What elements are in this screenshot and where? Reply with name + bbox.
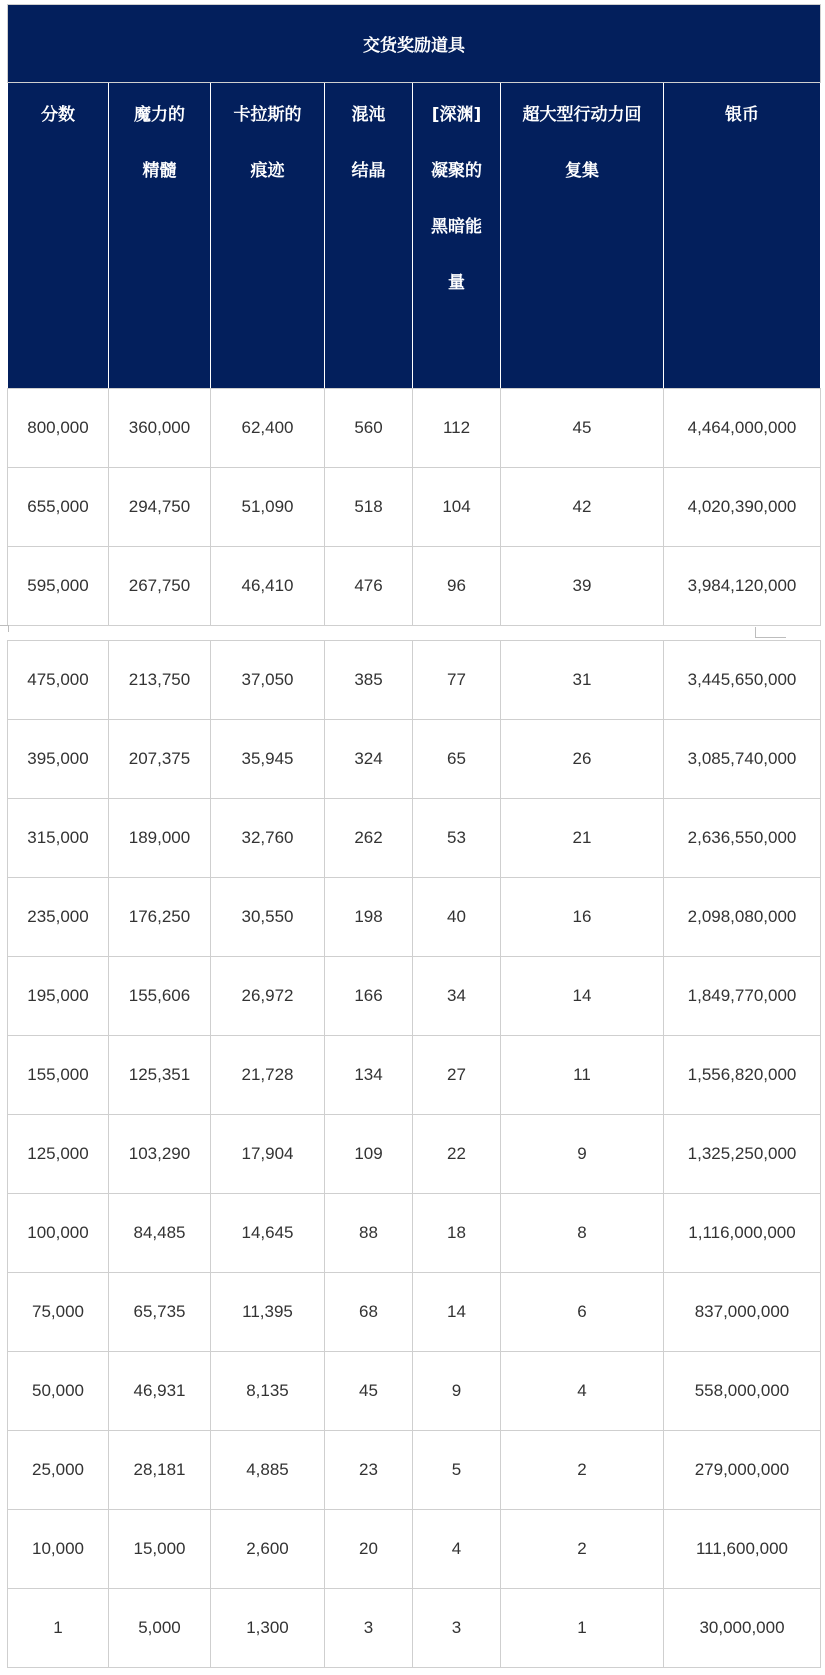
cell-abyss-dark-energy: 9 — [413, 1352, 501, 1431]
cell-kalas-trace: 2,600 — [211, 1510, 325, 1589]
table-row — [8, 1352, 821, 1431]
table-row — [8, 389, 821, 468]
cell-kalas-trace: 30,550 — [211, 878, 325, 957]
cell-abyss-dark-energy: 53 — [413, 799, 501, 878]
cell-abyss-dark-energy: 65 — [413, 720, 501, 799]
cell-score: 315,000 — [8, 799, 109, 878]
table-title: 交货奖励道具 — [8, 5, 821, 83]
cell-chaos-crystal: 476 — [325, 547, 413, 626]
cell-kalas-trace: 62,400 — [211, 389, 325, 468]
table-row — [8, 1115, 821, 1194]
cell-chaos-crystal: 23 — [325, 1431, 413, 1510]
cell-silver-coin: 558,000,000 — [664, 1352, 821, 1431]
cell-kalas-trace: 4,885 — [211, 1431, 325, 1510]
cell-kalas-trace: 1,300 — [211, 1589, 325, 1668]
cell-action-recovery-pack: 6 — [501, 1273, 664, 1352]
header-score: 分数 — [8, 83, 109, 389]
page-break-mark-left — [0, 625, 9, 632]
cell-silver-coin: 837,000,000 — [664, 1273, 821, 1352]
cell-chaos-crystal: 134 — [325, 1036, 413, 1115]
cell-action-recovery-pack: 31 — [501, 641, 664, 720]
cell-silver-coin: 2,098,080,000 — [664, 878, 821, 957]
cell-kalas-trace: 46,410 — [211, 547, 325, 626]
cell-score: 475,000 — [8, 641, 109, 720]
cell-chaos-crystal: 198 — [325, 878, 413, 957]
table-row — [8, 1194, 821, 1273]
cell-silver-coin: 111,600,000 — [664, 1510, 821, 1589]
cell-silver-coin: 1,849,770,000 — [664, 957, 821, 1036]
cell-chaos-crystal: 324 — [325, 720, 413, 799]
cell-score: 195,000 — [8, 957, 109, 1036]
header-silver-coin: 银币 — [664, 83, 821, 389]
table-row — [8, 957, 821, 1036]
reward-table-top — [7, 4, 821, 626]
cell-mana-essence: 360,000 — [109, 389, 211, 468]
header-mana-essence: 魔力的精髓 — [109, 83, 211, 389]
cell-abyss-dark-energy: 96 — [413, 547, 501, 626]
cell-chaos-crystal: 3 — [325, 1589, 413, 1668]
cell-score: 125,000 — [8, 1115, 109, 1194]
header-row — [8, 83, 821, 389]
cell-abyss-dark-energy: 14 — [413, 1273, 501, 1352]
table-row — [8, 641, 821, 720]
table-row — [8, 799, 821, 878]
table-row — [8, 1589, 821, 1668]
cell-action-recovery-pack: 9 — [501, 1115, 664, 1194]
cell-score: 100,000 — [8, 1194, 109, 1273]
cell-silver-coin: 4,020,390,000 — [664, 468, 821, 547]
cell-score: 395,000 — [8, 720, 109, 799]
cell-silver-coin: 1,556,820,000 — [664, 1036, 821, 1115]
cell-mana-essence: 207,375 — [109, 720, 211, 799]
cell-mana-essence: 28,181 — [109, 1431, 211, 1510]
cell-mana-essence: 213,750 — [109, 641, 211, 720]
table-row — [8, 547, 821, 626]
cell-abyss-dark-energy: 40 — [413, 878, 501, 957]
cell-silver-coin: 4,464,000,000 — [664, 389, 821, 468]
cell-mana-essence: 267,750 — [109, 547, 211, 626]
cell-score: 1 — [8, 1589, 109, 1668]
cell-chaos-crystal: 385 — [325, 641, 413, 720]
cell-chaos-crystal: 88 — [325, 1194, 413, 1273]
header-abyss-dark-energy: [深渊]凝聚的黑暗能量 — [413, 83, 501, 389]
cell-abyss-dark-energy: 4 — [413, 1510, 501, 1589]
table-row — [8, 720, 821, 799]
cell-chaos-crystal: 518 — [325, 468, 413, 547]
cell-silver-coin: 3,085,740,000 — [664, 720, 821, 799]
cell-score: 25,000 — [8, 1431, 109, 1510]
cell-score: 75,000 — [8, 1273, 109, 1352]
cell-score: 235,000 — [8, 878, 109, 957]
cell-silver-coin: 30,000,000 — [664, 1589, 821, 1668]
cell-chaos-crystal: 109 — [325, 1115, 413, 1194]
header-action-recovery-pack: 超大型行动力回复集 — [501, 83, 664, 389]
cell-silver-coin: 2,636,550,000 — [664, 799, 821, 878]
table-row — [8, 878, 821, 957]
cell-kalas-trace: 17,904 — [211, 1115, 325, 1194]
cell-abyss-dark-energy: 27 — [413, 1036, 501, 1115]
cell-abyss-dark-energy: 5 — [413, 1431, 501, 1510]
cell-chaos-crystal: 68 — [325, 1273, 413, 1352]
cell-abyss-dark-energy: 22 — [413, 1115, 501, 1194]
cell-mana-essence: 65,735 — [109, 1273, 211, 1352]
cell-chaos-crystal: 45 — [325, 1352, 413, 1431]
cell-kalas-trace: 14,645 — [211, 1194, 325, 1273]
cell-mana-essence: 103,290 — [109, 1115, 211, 1194]
page-break-mark-right — [755, 627, 786, 638]
cell-action-recovery-pack: 8 — [501, 1194, 664, 1273]
table-row — [8, 1273, 821, 1352]
cell-kalas-trace: 26,972 — [211, 957, 325, 1036]
cell-mana-essence: 46,931 — [109, 1352, 211, 1431]
cell-kalas-trace: 51,090 — [211, 468, 325, 547]
cell-action-recovery-pack: 2 — [501, 1510, 664, 1589]
cell-abyss-dark-energy: 104 — [413, 468, 501, 547]
cell-chaos-crystal: 20 — [325, 1510, 413, 1589]
cell-action-recovery-pack: 45 — [501, 389, 664, 468]
cell-action-recovery-pack: 42 — [501, 468, 664, 547]
cell-mana-essence: 84,485 — [109, 1194, 211, 1273]
cell-mana-essence: 176,250 — [109, 878, 211, 957]
cell-chaos-crystal: 262 — [325, 799, 413, 878]
cell-score: 155,000 — [8, 1036, 109, 1115]
cell-abyss-dark-energy: 34 — [413, 957, 501, 1036]
header-chaos-crystal: 混沌结晶 — [325, 83, 413, 389]
cell-mana-essence: 125,351 — [109, 1036, 211, 1115]
table-row — [8, 1431, 821, 1510]
cell-abyss-dark-energy: 77 — [413, 641, 501, 720]
cell-silver-coin: 3,984,120,000 — [664, 547, 821, 626]
cell-mana-essence: 155,606 — [109, 957, 211, 1036]
cell-action-recovery-pack: 21 — [501, 799, 664, 878]
cell-kalas-trace: 35,945 — [211, 720, 325, 799]
cell-silver-coin: 1,116,000,000 — [664, 1194, 821, 1273]
cell-score: 10,000 — [8, 1510, 109, 1589]
cell-chaos-crystal: 560 — [325, 389, 413, 468]
cell-score: 655,000 — [8, 468, 109, 547]
cell-mana-essence: 15,000 — [109, 1510, 211, 1589]
cell-kalas-trace: 37,050 — [211, 641, 325, 720]
cell-action-recovery-pack: 39 — [501, 547, 664, 626]
table-row — [8, 1036, 821, 1115]
cell-action-recovery-pack: 2 — [501, 1431, 664, 1510]
cell-abyss-dark-energy: 3 — [413, 1589, 501, 1668]
header-kalas-trace: 卡拉斯的痕迹 — [211, 83, 325, 389]
cell-mana-essence: 189,000 — [109, 799, 211, 878]
cell-silver-coin: 1,325,250,000 — [664, 1115, 821, 1194]
cell-kalas-trace: 8,135 — [211, 1352, 325, 1431]
cell-action-recovery-pack: 26 — [501, 720, 664, 799]
cell-silver-coin: 279,000,000 — [664, 1431, 821, 1510]
table-row — [8, 468, 821, 547]
cell-action-recovery-pack: 14 — [501, 957, 664, 1036]
cell-abyss-dark-energy: 18 — [413, 1194, 501, 1273]
cell-chaos-crystal: 166 — [325, 957, 413, 1036]
reward-table-bottom — [7, 640, 821, 1668]
cell-score: 595,000 — [8, 547, 109, 626]
cell-kalas-trace: 21,728 — [211, 1036, 325, 1115]
cell-kalas-trace: 32,760 — [211, 799, 325, 878]
cell-action-recovery-pack: 4 — [501, 1352, 664, 1431]
cell-score: 50,000 — [8, 1352, 109, 1431]
cell-action-recovery-pack: 16 — [501, 878, 664, 957]
table-row — [8, 1510, 821, 1589]
cell-abyss-dark-energy: 112 — [413, 389, 501, 468]
cell-mana-essence: 294,750 — [109, 468, 211, 547]
cell-silver-coin: 3,445,650,000 — [664, 641, 821, 720]
cell-mana-essence: 5,000 — [109, 1589, 211, 1668]
cell-score: 800,000 — [8, 389, 109, 468]
cell-action-recovery-pack: 11 — [501, 1036, 664, 1115]
cell-kalas-trace: 11,395 — [211, 1273, 325, 1352]
cell-action-recovery-pack: 1 — [501, 1589, 664, 1668]
